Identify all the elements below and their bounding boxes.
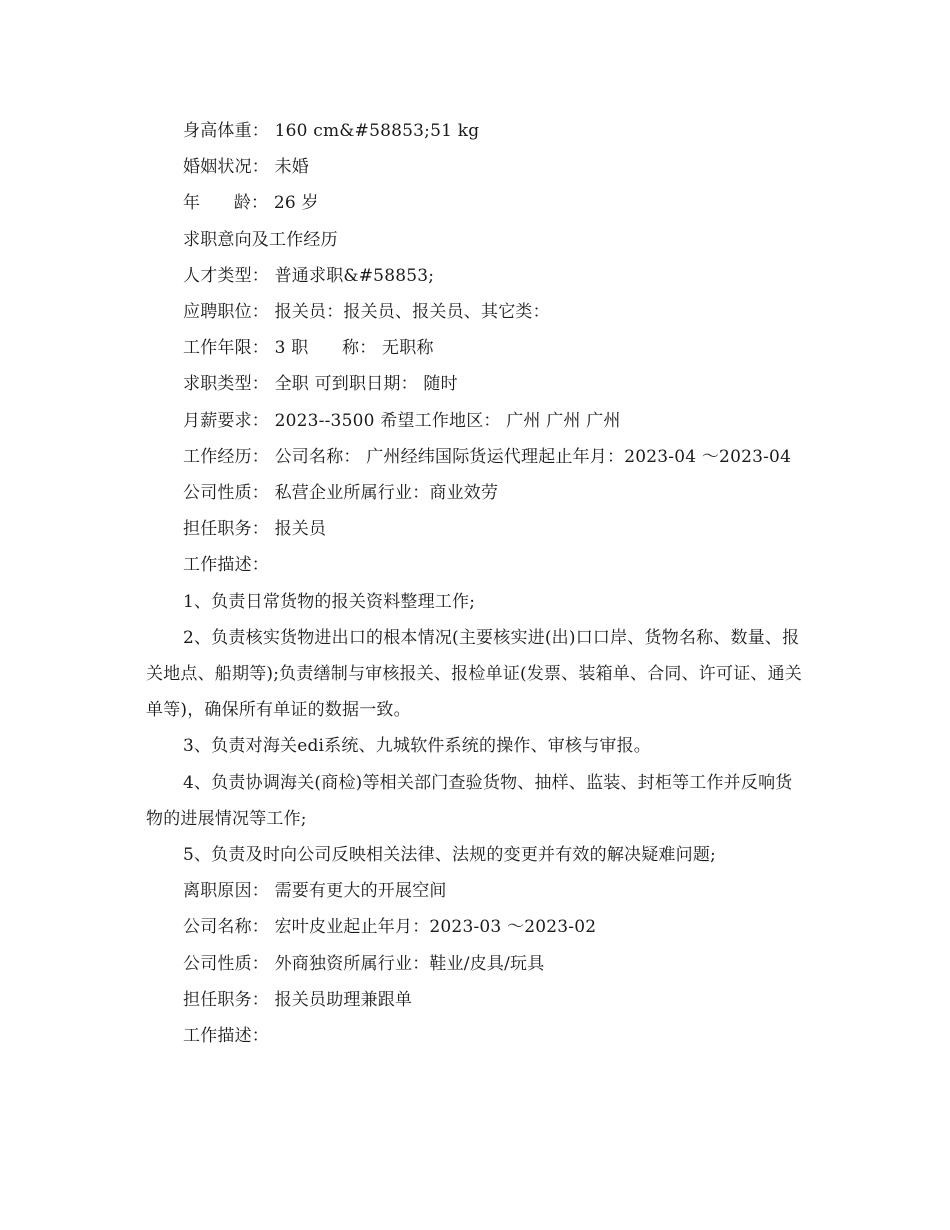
section-heading: 求职意向及工作经历 xyxy=(183,229,338,250)
company-nature-line-2: 公司性质： 外商独资所属行业：鞋业/皮具/玩具 xyxy=(183,953,545,974)
job-title-line: 担任职务： 报关员 xyxy=(183,519,327,540)
work-history-line: 工作经历： 公司名称： 广州经纬国际货运代理起止年月：2023-04 ～2023-04 xyxy=(183,446,792,467)
height-weight-line: 身高体重： 160 cm&#58853;51 kg xyxy=(183,121,480,141)
job-description-label-2: 工作描述： xyxy=(183,1026,269,1047)
duty-item: 1、负责日常货物的报关资料整理工作; xyxy=(183,591,476,612)
duty-item: 5、负责及时向公司反映相关法律、法规的变更并有效的解决疑难问题; xyxy=(183,845,716,866)
duty-item: 2、负责核实货物进出口的根本情况(主要核实进(出)口口岸、货物名称、数量、报关地点、船期等);负责缮制与审核报关、报检单证(发票、装箱单、合同、许可证、通关单等)，确保所有单证的数据一致。 xyxy=(146,627,802,721)
applied-position-line: 应聘职位： 报关员：报关员、报关员、其它类： xyxy=(183,302,550,323)
job-type-line: 求职类型： 全职 可到职日期： 随时 xyxy=(183,374,458,395)
duty-item: 4、负责协调海关(商检)等相关部门查验货物、抽样、监装、封柜等工作并反响货物的进展情况等工作; xyxy=(146,772,793,829)
job-description-label: 工作描述： xyxy=(183,555,269,576)
talent-type-line: 人才类型： 普通求职&#58853; xyxy=(183,265,435,286)
age-line: 年 龄： 26 岁 xyxy=(183,193,319,214)
company-nature-line: 公司性质： 私营企业所属行业：商业效劳 xyxy=(183,483,499,504)
marital-status-line: 婚姻状况： 未婚 xyxy=(183,157,310,178)
duty-item: 3、负责对海关edi系统、九城软件系统的操作、审核与审报。 xyxy=(183,736,651,757)
salary-line: 月薪要求： 2023--3500 希望工作地区： 广州 广州 广州 xyxy=(183,410,621,431)
work-years-line: 工作年限： 3 职 称： 无职称 xyxy=(183,338,434,359)
company-name-line: 公司名称： 宏叶皮业起止年月：2023-03 ～2023-02 xyxy=(183,917,597,938)
leaving-reason-line: 离职原因： 需要有更大的开展空间 xyxy=(183,881,447,902)
resume-body xyxy=(146,113,806,1054)
job-title-line-2: 担任职务： 报关员助理兼跟单 xyxy=(183,989,413,1010)
